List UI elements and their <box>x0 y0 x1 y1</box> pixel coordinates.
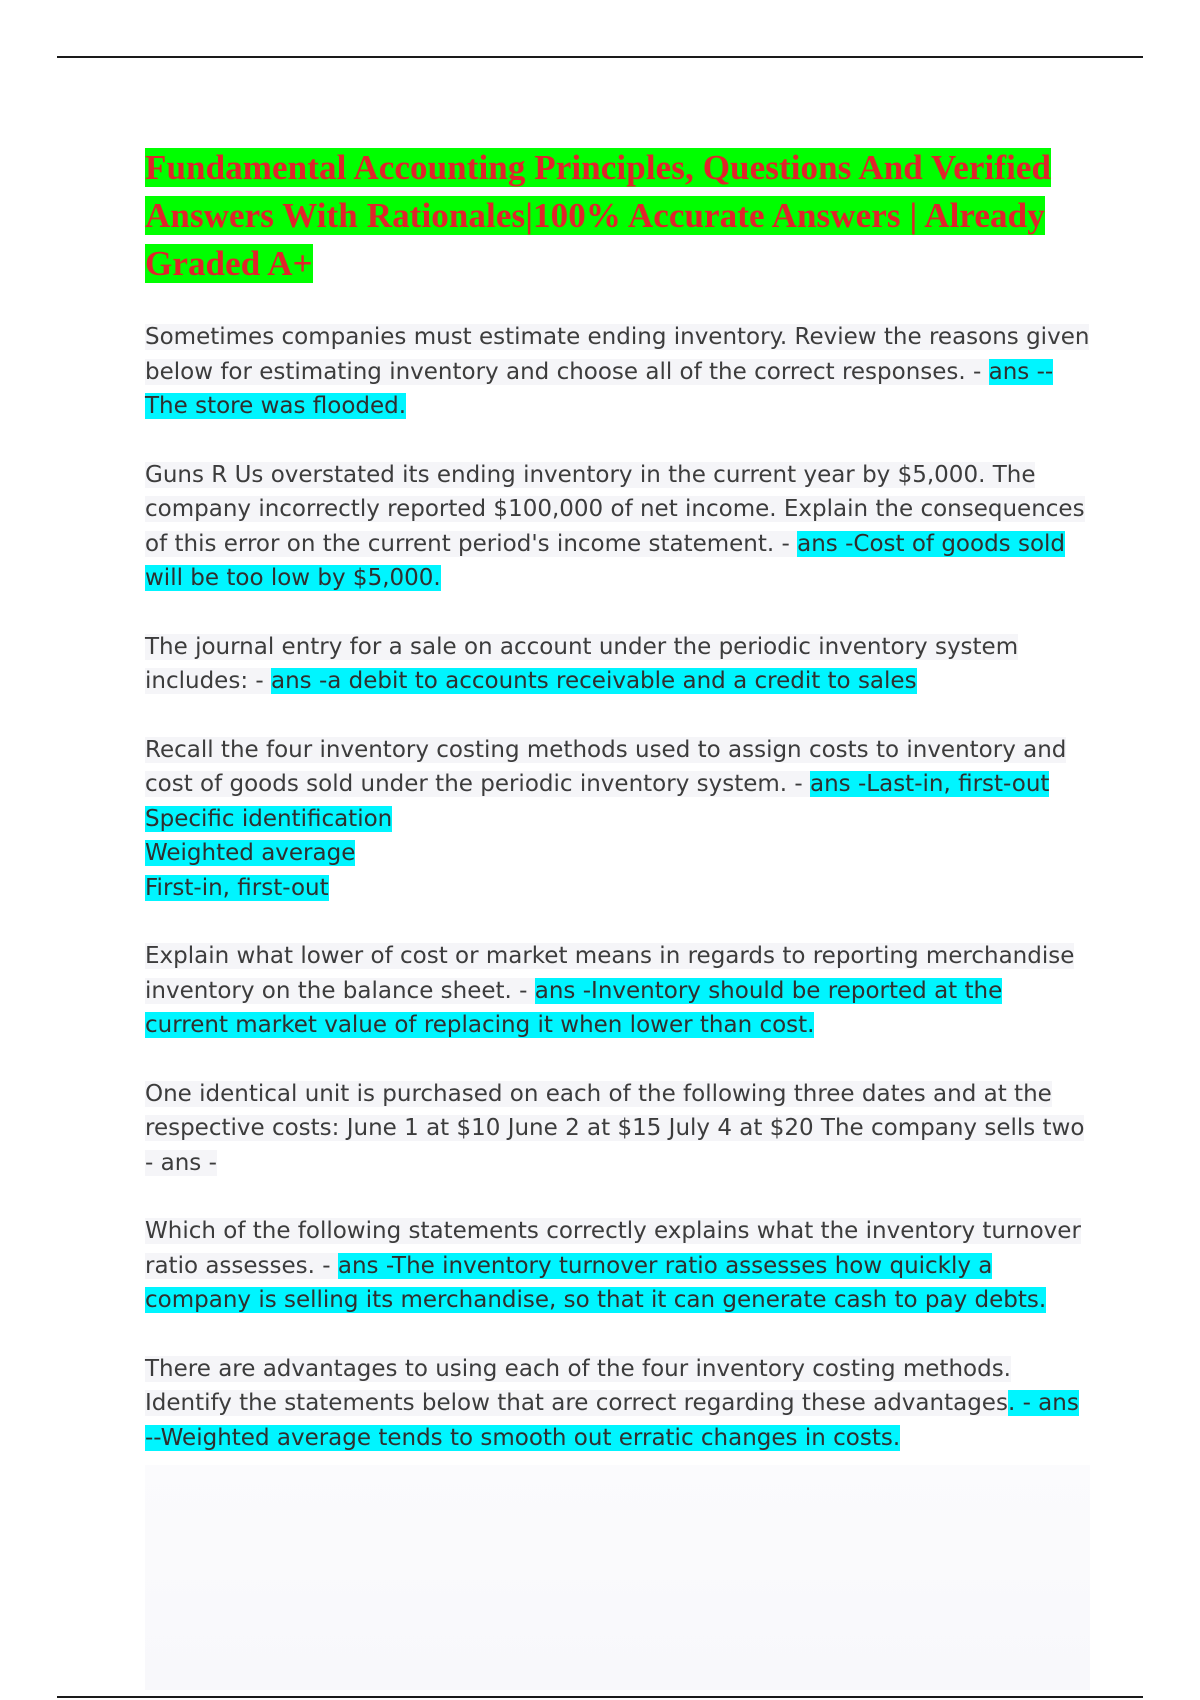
answer-text: ans -a debit to accounts receivable and a credit to sales <box>270 668 917 694</box>
question-text: Sometimes companies must estimate ending inventory. Review the reasons given below for estimating inventory and choose all of the correct responses. - <box>145 324 1090 385</box>
document-body <box>145 144 1090 1489</box>
question-text: The journal entry for a sale on account under the periodic inventory system includes: - <box>145 633 1019 694</box>
document-title <box>145 144 1090 288</box>
top-rule <box>57 56 1143 58</box>
question-text: One identical unit is purchased on each of the following three dates and at the respective costs: June 1 at $10 June 2 at $15 July 4 at $20 The company sells two - ans - <box>145 1080 1085 1176</box>
answer-text: ans -Inventory should be reported at the current market value of replacing it when lower than cost. <box>145 977 1003 1038</box>
qa-item-1 <box>145 320 1090 424</box>
answer-text: ans -The inventory turnover ratio assesses how quickly a company is selling its merchandise, so that it can generate cash to pay debts. <box>145 1252 1047 1313</box>
question-text: Which of the following statements correctly explains what the inventory turnover ratio assesses. - <box>145 1218 1081 1279</box>
answer-line: First-in, first-out <box>145 874 329 901</box>
answer-line: Specific identification <box>145 805 393 832</box>
document-title-text: Fundamental Accounting Principles, Questions And Verified Answers With Rationales|100% Accurate Answers | Already Graded A+ <box>145 148 1052 283</box>
question-text: Guns R Us overstated its ending inventory in the current year by $5,000. The company incorrectly reported $100,000 of net income. Explain the consequences of this error on the current period's income statement. - <box>145 461 1085 557</box>
qa-item-3 <box>145 630 1090 699</box>
bottom-rule <box>57 1696 1143 1698</box>
qa-item-7 <box>145 1214 1090 1318</box>
answer-text: ans -Last-in, first-out <box>810 771 1050 797</box>
question-text: Explain what lower of cost or market means in regards to reporting merchandise inventory on the balance sheet. - <box>145 943 1075 1004</box>
question-text: There are advantages to using each of the four inventory costing methods. Identify the statements below that are correct regarding these advantages <box>145 1355 1011 1416</box>
qa-item-4 <box>145 733 1090 906</box>
qa-item-8 <box>145 1352 1090 1456</box>
answer-text: . - ans --Weighted average tends to smooth out erratic changes in costs. <box>145 1390 1079 1451</box>
page-shadow <box>145 1465 1090 1690</box>
question-text: Recall the four inventory costing methods used to assign costs to inventory and cost of goods sold under the periodic inventory system. - <box>145 736 1067 797</box>
answer-line: Weighted average <box>145 840 356 866</box>
qa-item-5 <box>145 939 1090 1043</box>
answer-text: ans --The store was flooded. <box>145 358 1054 419</box>
answer-text: ans -Cost of goods sold will be too low by $5,000. <box>145 530 1066 591</box>
qa-item-2 <box>145 458 1090 596</box>
qa-item-6 <box>145 1077 1090 1181</box>
